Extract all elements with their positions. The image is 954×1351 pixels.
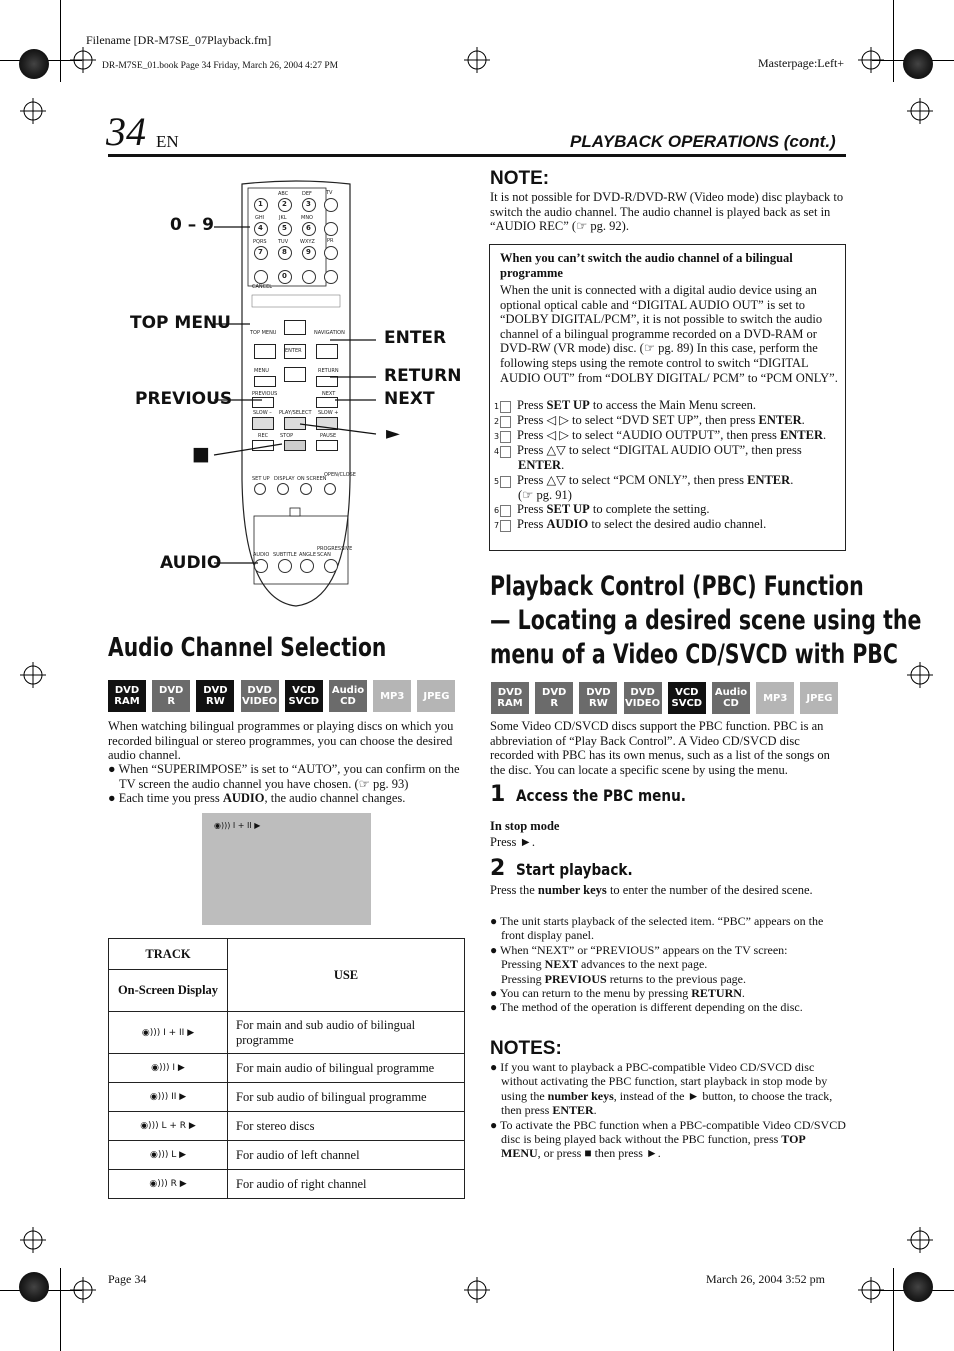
pbc-notes xyxy=(490,1060,846,1161)
remote-control: 1 2 3 4 5 6 7 8 9 0 ABC DEF GHI JKL MNO PQRS TUV WXYZ CANCEL TV PR TOP MENU NAVIGATION ENTER MENU RETURN PREVIOUS NEXT SLOW – PLAY/SELECT SLOW + REC STOP PAUSE SET UP DISPLAY ON SCREEN OPEN/CLOSE AUDIO SUBTITLE ANGLE PROGRESSIVE SCAN xyxy=(240,180,352,608)
label-return: RETURN xyxy=(384,366,462,386)
disc-type-badge: VCD SVCD xyxy=(668,682,706,714)
book-info: DR-M7SE_01.book Page 34 Friday, March 26, 2004 4:27 PM xyxy=(102,61,339,71)
disc-type-badge: VCD SVCD xyxy=(285,680,323,712)
audio-bullet-1: ● When “SUPERIMPOSE” is set to “AUTO”, you can confirm on the TV screen the audio channel you have chosen. (☞ pg. 93) xyxy=(108,762,460,791)
masterpage-label: Masterpage:Left+ xyxy=(758,56,845,70)
page-lang: EN xyxy=(156,132,179,151)
row-use: For audio of left channel xyxy=(228,1141,465,1170)
note-step: 5 Press △▽ to select “PCM ONLY”, then press ENTER. (☞ pg. 91) xyxy=(493,472,794,502)
pbc-step-1: 1 Access the PBC menu. xyxy=(490,782,687,807)
table-row xyxy=(109,1054,465,1083)
audio-icon: ◉))) L ▶ xyxy=(109,1141,228,1170)
audio-disc-badges xyxy=(108,680,464,716)
bullet: ● The unit starts playback of the selected item. “PBC” appears on the front display panel. xyxy=(490,914,824,943)
note-box-title: When you can’t switch the audio channel of a bilingual programme xyxy=(500,251,793,280)
note-step: 4 Press △▽ to select “DIGITAL AUDIO OUT”, then press ENTER. xyxy=(493,443,802,472)
note-title: NOTE: xyxy=(490,168,550,189)
note-step: 1 Press SET UP to access the Main Menu screen. xyxy=(493,398,756,412)
row-use: For audio of right channel xyxy=(228,1170,465,1199)
tv-screen-illustration xyxy=(202,813,371,925)
screen-audio-icon: ◉))) I + II ▶ xyxy=(214,821,261,830)
label-top-menu: TOP MENU xyxy=(130,313,231,333)
bullet: ● You can return to the menu by pressing RETURN. xyxy=(490,986,745,1001)
table-header-display: On-Screen Display xyxy=(109,970,228,1012)
table-row xyxy=(109,1083,465,1112)
bullet: ● When “NEXT” or “PREVIOUS” appears on the TV screen: xyxy=(490,942,788,957)
disc-type-badge: Audio CD xyxy=(329,680,367,712)
label-enter: ENTER xyxy=(384,328,447,348)
audio-intro: When watching bilingual programmes or playing discs on which you recorded bilingual or stereo programmes, you can choose the desired audio channel. xyxy=(108,719,454,763)
label-next: NEXT xyxy=(384,389,435,409)
disc-type-badge: DVD RAM xyxy=(491,682,529,714)
disc-type-badge: DVD RAM xyxy=(108,680,146,712)
label-audio: AUDIO xyxy=(160,553,222,573)
note-step: 6 Press SET UP to complete the setting. xyxy=(493,502,710,517)
table-header-track: TRACK xyxy=(109,939,228,970)
stop-mode-label: In stop mode xyxy=(490,819,560,833)
bullet: ● The method of the operation is different depending on the disc. xyxy=(490,1000,803,1015)
note-box-text: When the unit is connected with a digital audio device using an optional optical cable and “DIGITAL AUDIO OUT” is set to “DOLBY DIGITAL/PCM”, it is not possible to switch the audio channel of a bilingual programme recorded on a DVD-RAM or DVD-RW (VR mode) disc. (☞ pg. 89) In this case, perform the following steps using the remote control to switch “DIGITAL AUDIO OUT” from “DOLBY DIGITAL/ PCM” to “PCM ONLY”. xyxy=(500,283,838,385)
note-item: ● If you want to playback a PBC-compatible Video CD/SVCD disc without activating the PBC function, start playback in stop mode by using the number keys, instead of the ► button, to choose the track, then press ENTER. xyxy=(490,1060,833,1118)
table-row xyxy=(109,1012,465,1054)
notes-title: NOTES: xyxy=(490,1038,562,1059)
row-use: For main and sub audio of bilingual programme xyxy=(228,1012,465,1054)
audio-icon: ◉))) I + II ▶ xyxy=(109,1012,228,1054)
filename-label: Filename [DR-M7SE_07Playback.fm] xyxy=(86,33,272,47)
disc-type-badge: DVD VIDEO xyxy=(241,680,279,712)
footer-page: Page 34 xyxy=(108,1272,147,1286)
audio-icon: ◉))) II ▶ xyxy=(109,1083,228,1112)
audio-section-title: Audio Channel Selection xyxy=(108,633,387,663)
bullet-sub: Pressing NEXT advances to the next page. xyxy=(501,957,708,972)
audio-icon: ◉))) L + R ▶ xyxy=(109,1112,228,1141)
bullet-sub: Pressing PREVIOUS returns to the previous page. xyxy=(501,971,746,986)
row-use: For main audio of bilingual programme xyxy=(228,1054,465,1083)
label-previous: PREVIOUS xyxy=(135,389,233,409)
pbc-bullets xyxy=(490,914,846,1015)
note-step: 7 Press AUDIO to select the desired audio channel. xyxy=(493,517,767,532)
row-use: For stereo discs xyxy=(228,1112,465,1141)
note-text: It is not possible for DVD-R/DVD-RW (Video mode) disc playback to switch the audio channel. The audio channel is played back as set in “AUDIO REC” (☞ pg. 92). xyxy=(490,190,844,234)
note-step: 2 Press ◁ ▷ to select “DVD SET UP”, then press ENTER. xyxy=(493,413,805,427)
pbc-title: Playback Control (PBC) Function — Locating a desired scene using the menu of a Video CD/SVCD with PBC xyxy=(490,571,922,670)
disc-type-badge: Audio CD xyxy=(712,682,750,714)
label-stop-symbol: ■ xyxy=(192,443,210,465)
pbc-step-2: 2 Start playback. xyxy=(490,856,634,881)
pbc-disc-badges xyxy=(491,682,847,718)
note-steps xyxy=(493,398,840,532)
table-row xyxy=(109,1112,465,1141)
disc-type-badge: DVD RW xyxy=(579,682,617,714)
audio-icon: ◉))) R ▶ xyxy=(109,1170,228,1199)
audio-track-table xyxy=(108,938,465,1199)
label-play-symbol: ► xyxy=(386,423,400,444)
disc-type-badge: DVD R xyxy=(535,682,573,714)
table-row xyxy=(109,1170,465,1199)
audio-bullet-2: ● Each time you press AUDIO, the audio channel changes. xyxy=(108,791,406,805)
pbc-intro: Some Video CD/SVCD discs support the PBC function. PBC is an abbreviation of “Play Back Control”. A Video CD/SVCD disc recorded with PBC has its own menus, such as a list of the songs on the disc. You can locate a specific scene by using the menu. xyxy=(490,719,830,777)
step-2-text: Press the number keys to enter the number of the desired scene. xyxy=(490,883,813,897)
press-play: Press ►. xyxy=(490,835,536,849)
disc-type-badge: MP3 xyxy=(373,680,411,712)
row-use: For sub audio of bilingual programme xyxy=(228,1083,465,1112)
note-item: ● To activate the PBC function when a PBC-compatible Video CD/SVCD disc is being played back without the PBC function, press TOP MENU, or press ■ then press ►. xyxy=(490,1117,846,1161)
audio-icon: ◉))) I ▶ xyxy=(109,1054,228,1083)
note-box xyxy=(489,244,846,551)
disc-type-badge: MP3 xyxy=(756,682,794,714)
disc-type-badge: DVD R xyxy=(152,680,190,712)
section-title: PLAYBACK OPERATIONS (cont.) xyxy=(570,132,836,151)
table-row xyxy=(109,1141,465,1170)
disc-type-badge: JPEG xyxy=(417,680,455,712)
label-zero-nine: 0 – 9 xyxy=(170,215,214,235)
page-number: 34 xyxy=(106,109,146,154)
disc-type-badge: JPEG xyxy=(800,682,838,714)
disc-type-badge: DVD RW xyxy=(196,680,234,712)
table-header-use: USE xyxy=(228,939,465,1012)
footer-date: March 26, 2004 3:52 pm xyxy=(706,1272,825,1286)
disc-type-badge: DVD VIDEO xyxy=(624,682,662,714)
note-step: 3 Press ◁ ▷ to select “AUDIO OUTPUT”, then press ENTER. xyxy=(493,428,827,442)
